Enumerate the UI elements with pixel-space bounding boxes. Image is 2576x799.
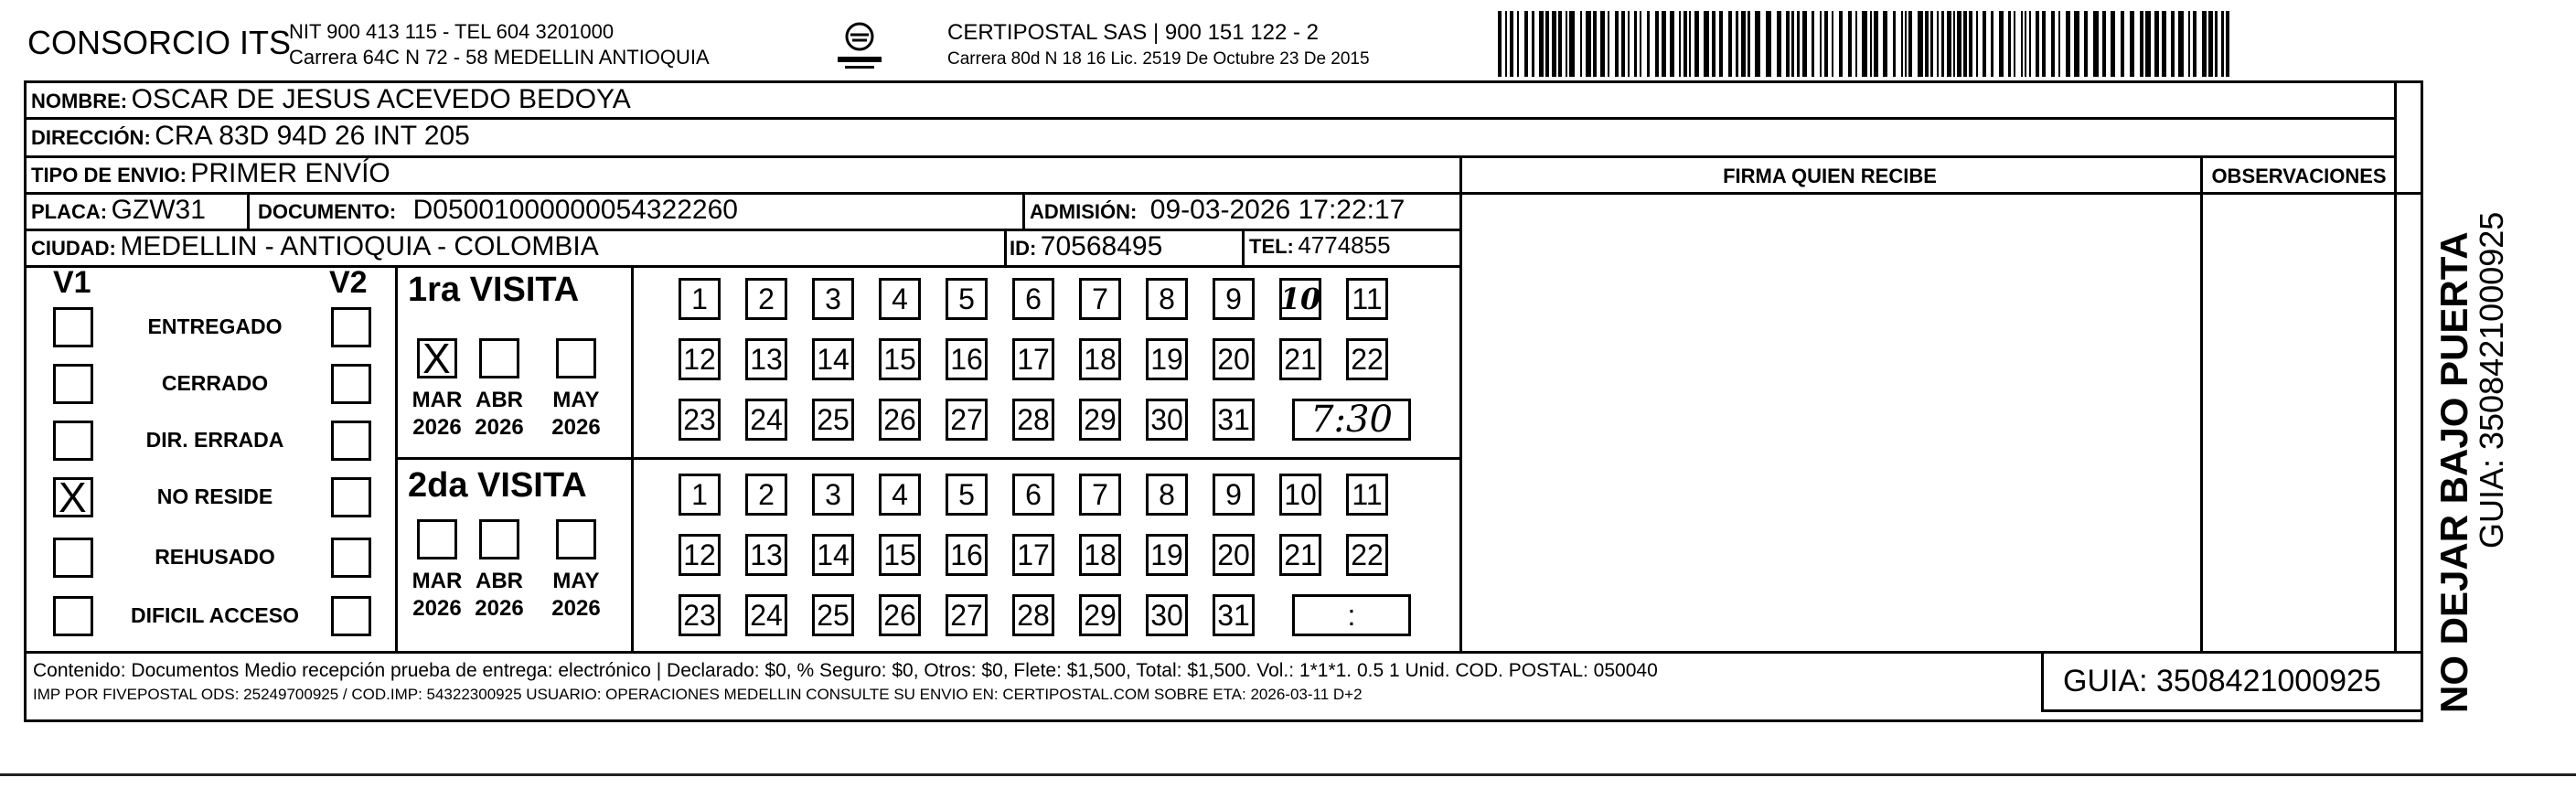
day-box[interactable]: 5 [946,278,988,320]
barcode-bar [2111,11,2115,77]
day-box[interactable]: 1 [679,278,721,320]
day-box[interactable]: 18 [1079,338,1121,380]
time-box[interactable]: : [1292,594,1411,636]
barcode-bar [2178,11,2184,77]
day-box[interactable]: 16 [946,338,988,380]
day-box[interactable]: 25 [812,594,854,636]
side-warning: NO DEJAR BAJO PUERTA [2432,231,2475,713]
barcode-bar [1628,11,1630,77]
v1-checkbox[interactable] [53,421,93,461]
day-box[interactable]: 13 [745,338,787,380]
status-label: ENTREGADO [147,314,283,338]
day-box[interactable]: 4 [879,278,921,320]
ciudad-label: CIUDAD: [31,237,116,260]
barcode-bar [1820,11,1822,77]
day-box[interactable]: 24 [745,594,787,636]
day-box[interactable]: 27 [946,594,988,636]
barcode-bar [2226,11,2229,77]
day-box[interactable]: 6 [1012,474,1054,516]
day-box[interactable]: 15 [879,338,921,380]
barcode-bar [2102,11,2106,77]
day-box[interactable]: 12 [679,534,721,576]
day-box[interactable]: 21 [1279,338,1321,380]
year-label: 2026 [412,415,462,440]
barcode-bar [1862,11,1867,77]
barcode-bar [1647,11,1650,77]
day-box[interactable]: 7 [1079,278,1121,320]
day-box[interactable]: 8 [1146,474,1188,516]
nombre-value: OSCAR DE JESUS ACEVEDO BEDOYA [131,84,631,114]
barcode-bar [1694,11,1699,77]
barcode-bar [1802,11,1807,77]
barcode-bar [1621,11,1625,77]
side-guia: GUIA: 3508421000925 [2473,211,2510,549]
status-label: NO RESIDE [156,485,273,508]
status-label: DIFICIL ACCESO [130,603,299,627]
observaciones-header: OBSERVACIONES [2211,165,2387,187]
day-box[interactable]: 25 [812,399,854,441]
day-box[interactable]: 26 [879,594,921,636]
v1-checkbox[interactable] [53,307,93,347]
barcode-bar [1874,11,1878,77]
barcode-bar [1918,11,1923,77]
day-box[interactable]: 10 [1279,278,1321,320]
barcode-bar [1505,11,1507,77]
day-box[interactable]: 13 [745,534,787,576]
day-box[interactable]: 14 [812,534,854,576]
barcode-bar [1824,11,1828,77]
barcode-bar [2208,11,2213,77]
v1-checkbox[interactable] [53,538,93,578]
v2-checkbox[interactable] [331,307,371,347]
barcode-bar [1957,11,1961,77]
barcode-bar [2093,11,2099,77]
barcode-bar [1608,11,1609,77]
barcode-bar [2029,11,2031,77]
day-box[interactable]: 23 [679,594,721,636]
barcode-bar [1930,11,1933,77]
barcode-bar [1580,11,1582,77]
barcode-bar [1719,11,1723,77]
barcode-bar [1662,11,1666,77]
day-box[interactable]: 9 [1213,474,1255,516]
barcode-bar [2084,11,2088,77]
v2-checkbox[interactable] [331,477,371,517]
tel-value: 4774855 [1298,231,1391,259]
day-box[interactable]: 18 [1079,534,1121,576]
day-box[interactable]: 20 [1213,338,1255,380]
company-name: CONSORCIO ITS [27,24,292,61]
barcode-bar [2193,11,2197,77]
visita2-title: 2da VISITA [408,466,587,505]
id-label: ID: [1010,237,1037,260]
barcode-bar [1839,11,1843,77]
barcode-bar [2202,11,2207,77]
barcode-bar [1755,11,1760,77]
barcode-bar [1615,11,1619,77]
barcode-bar [1683,11,1687,77]
barcode-bar [1539,11,1544,77]
barcode-bar [1937,11,1939,77]
barcode-bar [2074,11,2079,77]
year-label: 2026 [412,596,462,621]
day-box[interactable]: 26 [879,399,921,441]
barcode-bar [1969,11,1972,77]
status-label: DIR. ERRADA [145,428,284,452]
barcode-bar [2154,11,2159,77]
barcode-bar [1908,11,1912,77]
barcode-bar [1883,11,1887,77]
barcode-bar [1963,11,1967,77]
barcode-bar [1569,11,1575,77]
day-box[interactable]: 7 [1079,474,1121,516]
day-box[interactable]: 31 [1213,399,1255,441]
day-box[interactable]: 19 [1146,534,1188,576]
carrier-name: CERTIPOSTAL SAS | 900 151 122 - 2 [947,20,1319,45]
day-box[interactable]: 3 [812,474,854,516]
day-box[interactable]: 24 [745,399,787,441]
footer-guia: GUIA: 3508421000925 [2063,664,2381,698]
barcode-bar [2008,11,2011,77]
v2-checkbox[interactable] [331,596,371,636]
day-box[interactable]: 4 [879,474,921,516]
day-box[interactable]: 29 [1079,594,1121,636]
barcode-bar [1941,11,1944,77]
month-checkbox[interactable] [556,519,596,559]
barcode-bar [1679,11,1681,77]
barcode-bar [2058,11,2060,77]
day-box[interactable]: 28 [1012,594,1054,636]
barcode-bar [2188,11,2190,77]
barcode-bar [1925,11,1929,77]
barcode-bar [1558,11,1562,77]
barcode-bar [1812,11,1814,77]
barcode-bar [1991,11,1993,77]
day-box[interactable]: 22 [1346,338,1388,380]
barcode-bar [1552,11,1556,77]
day-box[interactable]: 1 [679,474,721,516]
documento-value: D05001000000054322260 [412,195,738,225]
year-label: 2026 [551,415,601,440]
day-box[interactable]: 6 [1012,278,1054,320]
v2-checkbox[interactable] [331,364,371,404]
barcode-bar [2221,11,2224,77]
admision-label: ADMISIÓN: [1030,200,1138,223]
v1-checkbox[interactable]: X [53,477,93,517]
tel-label: TEL: [1249,235,1294,258]
barcode-bar [1510,11,1513,77]
day-box[interactable]: 28 [1012,399,1054,441]
placa-label: PLACA: [31,200,108,223]
barcode-bar [2171,11,2175,77]
barcode-bar [1855,11,1857,77]
time-box[interactable]: 7:30 [1292,399,1411,441]
barcode-bar [1517,11,1519,77]
id-value: 70568495 [1040,231,1163,261]
address-line: Carrera 64C N 72 - 58 MEDELLIN ANTIOQUIA [289,46,710,69]
day-box[interactable]: 8 [1146,278,1188,320]
barcode-bar [1704,11,1709,77]
day-box[interactable]: 5 [946,474,988,516]
barcode-bar [1797,11,1800,77]
month-label: ABR [476,569,523,593]
day-box[interactable]: 29 [1079,399,1121,441]
year-label: 2026 [475,596,524,621]
barcode-bar [1832,11,1833,77]
v1-checkbox[interactable] [53,364,93,404]
barcode-bar [1728,11,1732,77]
day-box[interactable]: 19 [1146,338,1188,380]
barcode-bar [1848,11,1852,77]
day-box[interactable]: 23 [679,399,721,441]
month-label: MAR [412,569,463,593]
tipo-envio-value: PRIMER ENVÍO [190,158,390,188]
nombre-label: NOMBRE: [31,90,128,112]
day-box[interactable]: 20 [1213,534,1255,576]
month-checkbox[interactable] [417,519,457,559]
year-label: 2026 [551,596,601,621]
barcode-bar [1736,11,1738,77]
month-checkbox[interactable] [479,338,519,378]
year-label: 2026 [475,415,524,440]
status-label: CERRADO [161,371,269,395]
day-box[interactable]: 30 [1146,399,1188,441]
barcode-bar [1999,11,2004,77]
day-box[interactable]: 2 [745,278,787,320]
status-label: REHUSADO [155,545,275,569]
barcode-bar [1766,11,1771,77]
day-box[interactable]: 17 [1012,534,1054,576]
month-label: MAY [552,388,600,412]
barcode-bar [1791,11,1794,77]
barcode-bar [2130,11,2134,77]
barcode-bar [1741,11,1746,77]
barcode-bar [1586,11,1591,77]
day-box[interactable]: 22 [1346,534,1388,576]
barcode-bar [2066,11,2070,77]
barcode-bar [2140,11,2143,77]
day-box[interactable]: 9 [1213,278,1255,320]
day-box[interactable]: 31 [1213,594,1255,636]
v2-header: V2 [329,265,368,300]
day-box[interactable]: 30 [1146,594,1188,636]
day-box[interactable]: 12 [679,338,721,380]
barcode-bar [1566,11,1567,77]
barcode-bar [2021,11,2023,77]
barcode-bar [2121,11,2124,77]
day-box[interactable]: 17 [1012,338,1054,380]
day-box[interactable]: 21 [1279,534,1321,576]
barcode-bar [1670,11,1674,77]
day-box[interactable]: 14 [812,338,854,380]
footer-imp: IMP POR FIVEPOSTAL ODS: 25249700925 / COD.IMP: 54322300925 USUARIO: OPERACIONES MEDELLIN CONSULTE SU ENVIO EN: CERTIPOSTAL.COM SOBRE ETA: 2026-03-11 D+2 [33,686,1363,703]
barcode-bar [1689,11,1691,77]
month-checkbox[interactable] [556,338,596,378]
barcode [1498,11,2229,77]
firma-header: FIRMA QUIEN RECIBE [1723,165,1937,187]
month-label: ABR [476,388,523,412]
v1-checkbox[interactable] [53,596,93,636]
month-checkbox[interactable]: X [417,338,457,378]
barcode-bar [1640,11,1641,77]
day-box[interactable]: 15 [879,534,921,576]
barcode-bar [1524,11,1528,77]
ciudad-value: MEDELLIN - ANTIOQUIA - COLOMBIA [120,231,599,261]
barcode-bar [1545,11,1549,77]
barcode-bar [1901,11,1903,77]
barcode-bar [1655,11,1659,77]
barcode-bar [1983,11,1986,77]
day-box[interactable]: 16 [946,534,988,576]
v2-checkbox[interactable] [331,538,371,578]
placa-value: GZW31 [111,195,206,225]
day-box[interactable]: 27 [946,399,988,441]
month-label: MAY [552,569,600,593]
day-box[interactable]: 3 [812,278,854,320]
barcode-bar [1593,11,1597,77]
barcode-bar [1748,11,1750,77]
barcode-bar [2042,11,2046,77]
day-box[interactable]: 10 [1279,474,1321,516]
day-box[interactable]: 11 [1346,278,1388,320]
barcode-bar [1634,11,1637,77]
barcode-bar [1498,11,1502,77]
documento-label: DOCUMENTO: [258,200,397,223]
direccion-label: DIRECCIÓN: [31,126,151,149]
month-label: MAR [412,388,463,412]
barcode-bar [2014,11,2015,77]
day-box[interactable]: 2 [745,474,787,516]
barcode-bar [2162,11,2166,77]
barcode-bar [1600,11,1605,77]
direccion-value: CRA 83D 94D 26 INT 205 [155,121,470,151]
carrier-address: Carrera 80d N 18 16 Lic. 2519 De Octubre 23 De 2015 [947,49,1370,69]
day-box[interactable]: 11 [1346,474,1388,516]
barcode-bar [2051,11,2055,77]
barcode-bar [1893,11,1896,77]
barcode-bar [2215,11,2218,77]
nit-line: NIT 900 413 115 - TEL 604 3201000 [289,20,615,43]
barcode-bar [2025,11,2026,77]
v1-header: V1 [53,265,91,300]
barcode-bar [1870,11,1872,77]
admision-value: 09-03-2026 17:22:17 [1149,195,1406,225]
month-checkbox[interactable] [479,519,519,559]
barcode-bar [1532,11,1534,77]
barcode-bar [1712,11,1716,77]
footer-contenido: Contenido: Documentos Medio recepción prueba de entrega: electrónico | Declarado: $0, % Seguro: $0, Otros: $0, Flete: $1,500, Total: $1,500. Vol.: 1*1*1. 0.5 1 Unid. COD. POSTAL: 050040 [33,660,1658,681]
v2-checkbox[interactable] [331,421,371,461]
barcode-bar [1777,11,1781,77]
certipostal-logo [832,18,887,73]
barcode-bar [2145,11,2151,77]
barcode-bar [1953,11,1955,77]
tipo-envio-label: TIPO DE ENVIO: [31,164,187,186]
barcode-bar [2036,11,2039,77]
barcode-bar [1786,11,1790,77]
barcode-bar [1976,11,1978,77]
barcode-bar [1947,11,1951,77]
visita1-title: 1ra VISITA [408,271,580,309]
barcode-bar [1905,11,1907,77]
